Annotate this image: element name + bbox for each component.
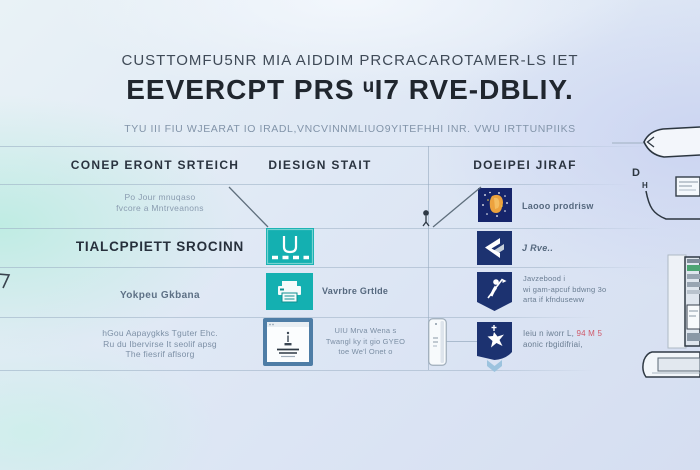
develop-item3-line1: Javzebood i: [523, 274, 566, 283]
page-title: EEVERCPT PRS ᵘI7 RVE-DBLIY.: [126, 74, 574, 105]
develop-item4-accent: 94 M 5: [576, 329, 603, 338]
row-divider: [0, 228, 662, 229]
connector-diagonal-right: [433, 187, 481, 227]
develop-item4-line1: Ieiu n iworr L, 94 M 5: [523, 329, 603, 338]
design-note-line1: UIU Mrva Wena s: [334, 326, 397, 335]
concept-note-line2: fvcore a Mntrveanons: [116, 203, 204, 213]
sketch-d-label: D: [632, 167, 640, 179]
header-eyebrow: CUSTTOMFU5NR MIA AIDDIM PRCRACAROTAMER-LS IET: [121, 52, 579, 69]
keyboard-sketch: [643, 352, 700, 377]
develop-item4-label: [523, 329, 633, 350]
design-note-line3: toe We'l Onet o: [338, 347, 393, 356]
map-constellation-icon: [478, 188, 512, 222]
sketch-curve: [646, 191, 700, 219]
develop-item3-line3: arta if kfnduseww: [523, 295, 585, 304]
design-note-line2: Twangl ky it gio GYEO: [325, 336, 406, 346]
header-subtitle: TYU III FIU WJEARAT IO IRADL,VNCVINNMLIUO9YITEFHHI INR. VWU IRTTUNPIIKS: [124, 123, 576, 135]
window-mockup-icon: [263, 318, 313, 366]
column-header-develop: DOEIPEI JIRAF: [473, 158, 577, 172]
concept-note: [60, 192, 260, 214]
beaker-icon: [266, 228, 314, 265]
concept-footnote-line2: Ru du Ibervirse It seolif apsg: [103, 338, 217, 349]
concept-note-line1: Po Jour mnuqaso: [124, 192, 196, 202]
develop-item4-line2: aonic rbgidifriai,: [523, 339, 583, 349]
connector-line: [446, 341, 478, 342]
concept-headline: TIALCPPIETT SROCINN: [75, 239, 245, 254]
design-tool-label: Vavrbre Grtlde: [322, 286, 389, 296]
edge-mark-icon: [0, 274, 9, 288]
monitor-sketch: [668, 255, 700, 348]
develop-item3-line2: wi gam-apcuf bdwng 3o: [523, 284, 607, 294]
develop-item1-label: Laooo prodrisw: [522, 201, 594, 211]
bird-badge-icon: [477, 322, 512, 372]
label-box-sketch: [676, 177, 700, 196]
sketch-h-label: H: [642, 181, 648, 190]
develop-item3-label: [523, 274, 633, 306]
concept-footnote: [50, 328, 270, 360]
row-divider: [0, 184, 632, 185]
phone-icon: [428, 318, 447, 366]
printer-icon: [266, 273, 313, 310]
row-divider: [0, 146, 650, 147]
chevron-flag-icon: [477, 231, 512, 265]
row-divider: [0, 267, 658, 268]
concept-subhead: Yokpeu Gkbana: [119, 290, 201, 301]
develop-item2-label: J Rve..: [522, 243, 554, 253]
concept-footnote-line3: The fiesrif aflsorg: [125, 349, 195, 359]
shield-person-icon: [477, 272, 512, 311]
column-header-concept: CONEP ERONT SRTEICH: [70, 158, 240, 172]
concept-footnote-line1: hGou Aapaygkks Tguter Ehc.: [102, 328, 218, 338]
design-note: [318, 326, 413, 358]
column-header-design: DIESIGN STAIT: [268, 158, 372, 172]
